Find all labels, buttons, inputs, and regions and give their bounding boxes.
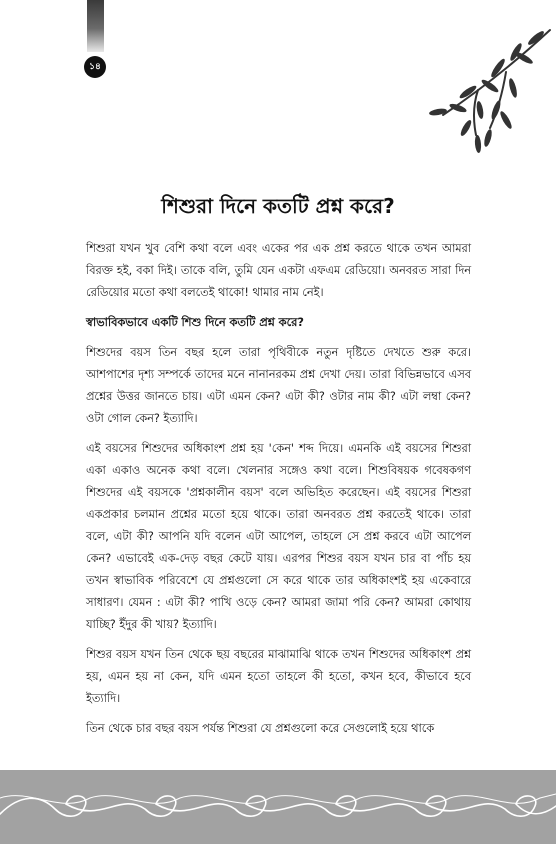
paragraph: এই বয়সের শিশুদের অধিকাংশ প্রশ্ন হয় 'কেন' শব্দ দিয়ে। এমনকি এই বয়সের শিশুরা একা একাও অনেক কথা বলে। খেলনার সঙ্গেও কথা বলে। শিশুবিষয়ক গবেষকগণ শিশুদের এই বয়সকে 'প্রশ্নকালীন বয়স' বলে অভিহিত করেছেন। এই বয়সের শিশুরা একপ্রকার চলমান প্রশ্নের মতো হয়ে থাকে। তারা অনবরত প্রশ্ন করতেই থাকে। তারা বলে, এটা কী? আপনি যদি বলেন এটা আপেল, তাহলে সে প্রশ্ন করবে এটা আপেল কেন? এভাবেই এক-দেড় বছর কেটে যায়। এরপর শিশুর বয়স যখন চার বা পাঁচ হয় তখন স্বাভাবিক পরিবেশে যে প্রশ্নগুলো সে করে থাকে তার অধিকাংশই হয় একেবারে সাধারণ। যেমন : এটা কী? পাখি ওড়ে কেন? আমরা জামা পরি কেন? আমরা কোথায় যাচ্ছি? ইঁদুর কী খায়? ইত্যাদি।: [86, 442, 471, 631]
paragraph: শিশুদের বয়স তিন বছর হলে তারা পৃথিবীকে নতুন দৃষ্টিতে দেখতে শুরু করে। আশপাশের দৃশ্য সম্পর্কে তাদের মনে নানানরকম প্রশ্ন দেখা দেয়। তারা বিভিন্নভাবে এসব প্রশ্নের উত্তর জানতে চায়। এটা এমন কেন? এটা কী? ওটার নাম কী? এটা লম্বা কেন? ওটা গোল কেন? ইত্যাদি।: [86, 346, 471, 425]
swirl-ornament: [0, 784, 556, 828]
branch-illustration: [418, 10, 553, 160]
paragraph: তিন থেকে চার বছর বয়স পর্যন্ত শিশুরা যে প্রশ্নগুলো করে সেগুলোই হয়ে থাকে: [86, 722, 435, 735]
header-tab-bar: [87, 0, 104, 52]
footer-band: [0, 770, 556, 844]
page-number: ১৪: [84, 56, 106, 78]
page-title: শিশুরা দিনে কতটি প্রশ্ন করে?: [161, 194, 395, 218]
intro-paragraph: শিশুরা যখন খুব বেশি কথা বলে এবং একের পর এক প্রশ্ন করতে থাকে তখন আমরা বিরক্ত হই, বকা দিই। তাকে বলি, তুমি যেন একটা এফএম রেডিয়ো। অনবরত সারা দিন রেডিয়োর মতো কথা বলতেই থাকো! থামার নাম নেই।: [86, 242, 471, 299]
paragraph: শিশুর বয়স যখন তিন থেকে ছয় বছরের মাঝামাঝি থাকে তখন শিশুদের অধিকাংশ প্রশ্ন হয়, এমন হয় না কেন, যদি এমন হতো তাহলে কী হতো, কখন হবে, কীভাবে হবে ইত্যাদি।: [86, 648, 471, 705]
subheading: স্বাভাবিকভাবে একটি শিশু দিনে কতটি প্রশ্ন করে?: [86, 316, 304, 329]
article-body: [86, 238, 471, 748]
